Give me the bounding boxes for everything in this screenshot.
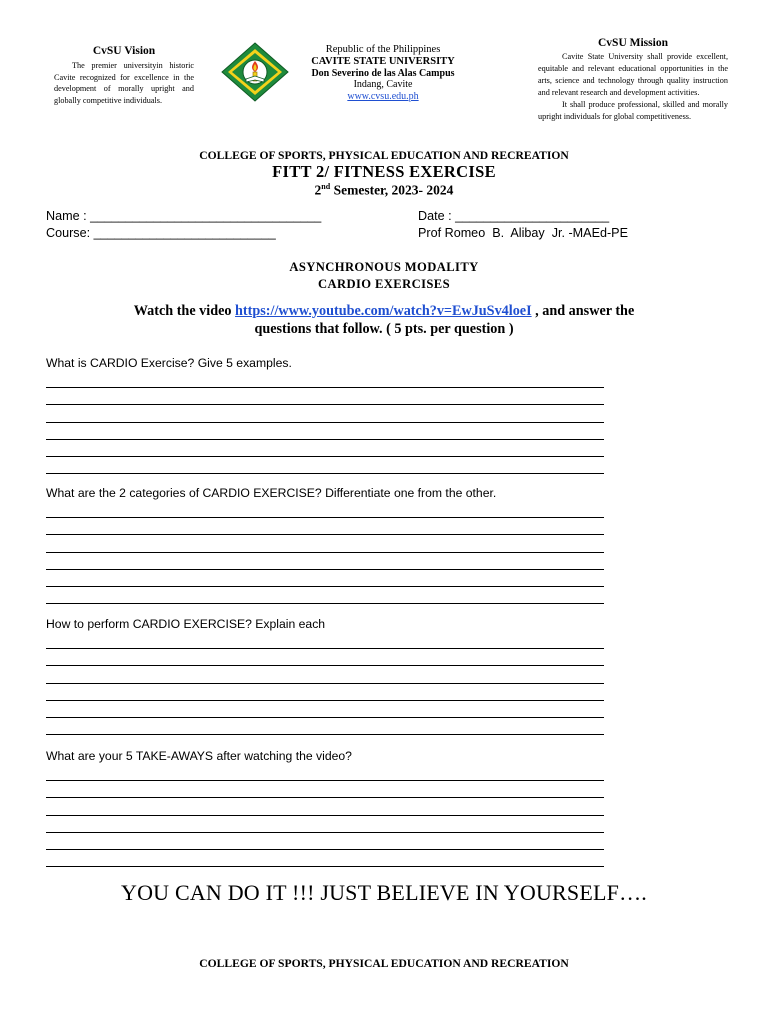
answer-line[interactable] (46, 518, 604, 535)
answer-line[interactable] (46, 649, 604, 666)
college-name: COLLEGE OF SPORTS, PHYSICAL EDUCATION AND RECREATION (199, 149, 569, 162)
answer-line[interactable] (46, 440, 604, 457)
semester-ordinal: 2 (314, 182, 322, 198)
answer-line[interactable] (46, 423, 604, 440)
answer-line[interactable] (46, 701, 604, 718)
instructions-prefix: Watch the video (133, 303, 236, 319)
answer-line[interactable] (46, 405, 604, 422)
answer-line[interactable] (46, 718, 604, 735)
footer-college-name: COLLEGE OF SPORTS, PHYSICAL EDUCATION AND RECREATION (199, 957, 569, 970)
cvsu-seal-logo (221, 42, 289, 102)
modality-line: ASYNCHRONOUS MODALITY (289, 260, 479, 274)
instructions-suffix: , and answer the (531, 303, 635, 319)
vision-block (54, 45, 194, 106)
answer-line[interactable] (46, 570, 604, 587)
answer-line[interactable] (46, 457, 604, 474)
answer-line[interactable] (46, 850, 604, 867)
motto: YOU CAN DO IT !!! JUST BELIEVE IN YOURSELF…. (121, 880, 647, 905)
answer-line[interactable] (46, 632, 604, 649)
answer-line[interactable] (46, 684, 604, 701)
answer-lines-1[interactable] (46, 371, 604, 474)
name-field[interactable]: Name : _________________________________ (46, 209, 322, 223)
location-line: Indang, Cavite (353, 79, 413, 91)
campus-name: Don Severino de las Alas Campus (311, 67, 455, 79)
university-header (290, 44, 476, 103)
answer-line[interactable] (46, 781, 604, 798)
answer-lines-2[interactable] (46, 501, 604, 604)
instructions (0, 302, 768, 338)
answer-line[interactable] (46, 833, 604, 850)
semester-year: Semester, 2023- 2024 (330, 182, 454, 198)
answer-line[interactable] (46, 501, 604, 518)
website-link[interactable]: www.cvsu.edu.ph (347, 91, 419, 103)
instructions-line-1 (0, 302, 768, 320)
video-link[interactable]: https://www.youtube.com/watch?v=EwJuSv4loeI (235, 303, 532, 319)
professor-name: Prof Romeo B. Alibay Jr. -MAEd-PE (418, 226, 628, 240)
answer-line[interactable] (46, 371, 604, 388)
question-3: How to perform CARDIO EXERCISE? Explain each (46, 617, 326, 631)
answer-lines-4[interactable] (46, 764, 604, 867)
answer-line[interactable] (46, 816, 604, 833)
course-title: FITT 2/ FITNESS EXERCISE (272, 162, 496, 181)
answer-line[interactable] (46, 553, 604, 570)
vision-title: CvSU Vision (92, 45, 156, 57)
topic-line: CARDIO EXERCISES (317, 277, 451, 291)
answer-line[interactable] (46, 666, 604, 683)
semester-ordinal-suffix: nd (321, 182, 331, 191)
answer-line[interactable] (46, 764, 604, 781)
question-4: What are your 5 TAKE-AWAYS after watching the video? (46, 749, 352, 763)
semester-line (0, 182, 768, 199)
answer-line[interactable] (46, 587, 604, 604)
course-field[interactable]: Course: __________________________ (46, 226, 276, 240)
mission-text-1: Cavite State University shall provide excellent, equitable and relevant educational opportunities in the arts, science and technology through quality instruction and relevant research and development activities. (538, 52, 728, 97)
mission-text-2: It shall produce professional, skilled and morally upright individuals for global competitiveness. (538, 100, 728, 121)
modality-heading (0, 259, 768, 293)
answer-lines-3[interactable] (46, 632, 604, 735)
question-1: What is CARDIO Exercise? Give 5 examples. (46, 356, 292, 370)
mission-block (538, 37, 728, 123)
republic-line: Republic of the Philippines (325, 44, 441, 55)
answer-line[interactable] (46, 388, 604, 405)
mission-title: CvSU Mission (598, 37, 668, 49)
question-2: What are the 2 categories of CARDIO EXERCISE? Differentiate one from the other. (46, 486, 497, 500)
date-field[interactable]: Date : ______________________ (418, 209, 610, 223)
answer-line[interactable] (46, 535, 604, 552)
answer-line[interactable] (46, 798, 604, 815)
instructions-line-2: questions that follow. ( 5 pts. per question ) (254, 321, 514, 337)
vision-text: The premier universityin historic Cavite recognized for excellence in the development of morally upright and globally competitive individuals. (54, 61, 194, 105)
university-name: CAVITE STATE UNIVERSITY (311, 55, 455, 67)
